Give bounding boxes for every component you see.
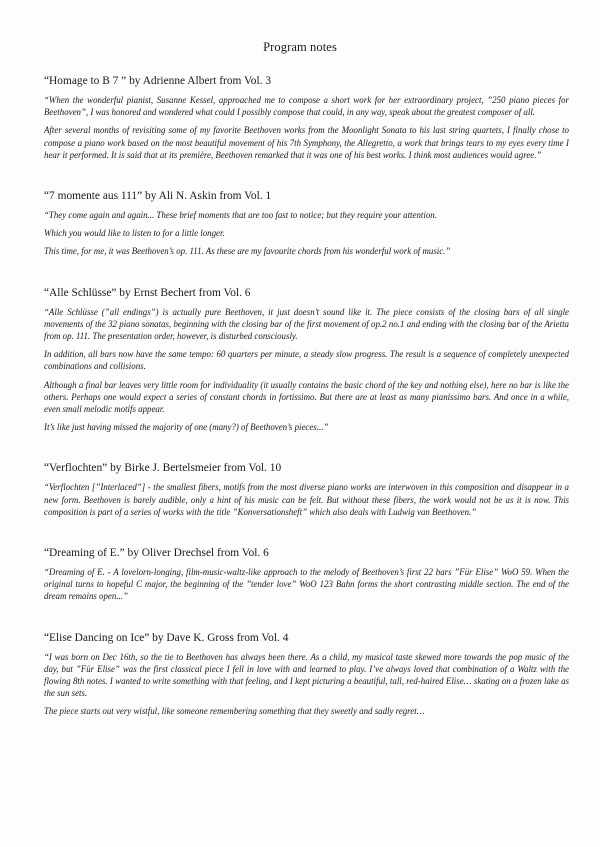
note-paragraph: “They come again and again... These brief moments that are too fast to notice; but they require your attention. — [44, 210, 437, 221]
note-paragraph: In addition, all bars now have the same tempo: 60 quarters per minute, a steady slow progress. The result is a sequence of completely unexpected combinations and collisions. — [44, 349, 569, 372]
section-heading: “7 momente aus 111” by Ali N. Askin from Vol. 1 — [44, 190, 272, 203]
page-title: Program notes — [263, 40, 337, 54]
note-section-gross — [44, 631, 569, 718]
note-paragraph: “Verflochten [”Interlaced”] - the smallest fibers, motifs from the most diverse piano works are interwoven in this composition and disappear in a new form. Beethoven is barely audible, only a hint of his music can be felt. But without these fibers, the work would not be as it is now. This composition is part of a series of works with the title ”Konversationsheft” which also deals with Ludwig van Beethoven.” — [44, 482, 569, 517]
section-heading: “Dreaming of E.” by Oliver Drechsel from Vol. 6 — [44, 547, 269, 560]
note-section-albert — [44, 74, 569, 161]
section-heading: “Elise Dancing on Ice” by Dave K. Gross from Vol. 4 — [44, 631, 289, 644]
section-spacer — [44, 524, 569, 546]
note-paragraph: It’s like just having missed the majority of one (many?) of Beethoven’s pieces...” — [44, 422, 329, 433]
note-paragraph: Which you would like to listen to for a little longer. — [44, 228, 225, 239]
section-spacer — [44, 609, 569, 631]
note-paragraph: “When the wonderful pianist, Susanne Kessel, approached me to compose a short work for her extraordinary project, ”250 piano pieces for Beethoven”, I was honored and wondered what could I possibly compose that could, in any way, speak about the greatest composer of all. — [44, 95, 569, 118]
program-notes-body — [44, 74, 569, 724]
note-paragraph: After several months of revisiting some of my favorite Beethoven works from the Moonlight Sonata to his last string quartets, I finally chose to compose a piano work based on the most beautiful movement of his 7th Symphony, the Allegretto, a work that brings tears to my eyes every time I hear it performed. It is said that at its première, Beethoven remarked that it was one of his best works. I think most audiences would agree.” — [44, 125, 569, 160]
note-paragraph: Although a final bar leaves very little room for individuality (it usually contains the basic chord of the key and nothing else), here no bar is like the others. Perhaps one would expect a series of constant chords in fortissimo. But there are at least as many pianissimo bars. And once in a while, even small melodic motifs appear. — [44, 379, 569, 415]
note-section-drechsel — [44, 546, 569, 603]
note-paragraph: “Dreaming of E. - A lovelorn-longing, film-music-waltz-like approach to the melody of Beethoven’s first 22 bars ”Für Elise” WoO 59. When the original turns to hopeful C major, the beginning of the ”tender love” WoO 123 Bahn forms the short contrasting middle section. The end of the dream remains open...” — [44, 567, 569, 602]
note-section-askin — [44, 189, 569, 258]
section-heading: “Verflochten” by Birke J. Bertelsmeier from Vol. 10 — [44, 462, 282, 475]
note-paragraph: This time, for me, it was Beethoven’s op. 111. As these are my favourite chords from his wonderful work of music.” — [44, 246, 451, 257]
note-paragraph: The piece starts out very wistful, like someone remembering something that they sweetly and sadly regret… — [44, 706, 425, 717]
note-section-bertelsmeier — [44, 461, 569, 518]
section-spacer — [44, 167, 569, 189]
note-paragraph: “Alle Schlüsse (”all endings”) is actually pure Beethoven, it just doesn’t sound like it. The piece consists of the closing bars of all single movements of the 32 piano sonatas, beginning with the closing bar of the first movement of op.2 no.1 and ending with the closing bar of the Arietta from op. 111. The presentation order, however, is disturbed consciously. — [44, 306, 569, 342]
note-paragraph: “I was born on Dec 16th, so the tie to Beethoven has always been there. As a child, my musical taste skewed more towards the pop music of the day, but ”Für Elise” was the first classical piece I fell in love with and learned to play. I’ve always loved that combination of a Waltz with the flowing 8th notes. I wanted to write something with that feeling, and I kept picturing a beautiful, tall, red-haired Elise… skating on a frozen lake as the sun sets. — [44, 651, 569, 699]
section-heading: “Alle Schlüsse” by Ernst Bechert from Vol. 6 — [44, 286, 251, 299]
section-spacer — [44, 264, 569, 286]
note-section-bechert — [44, 286, 569, 434]
section-heading: “Homage to B 7 ” by Adrienne Albert from Vol. 3 — [44, 75, 272, 87]
section-spacer — [44, 439, 569, 461]
